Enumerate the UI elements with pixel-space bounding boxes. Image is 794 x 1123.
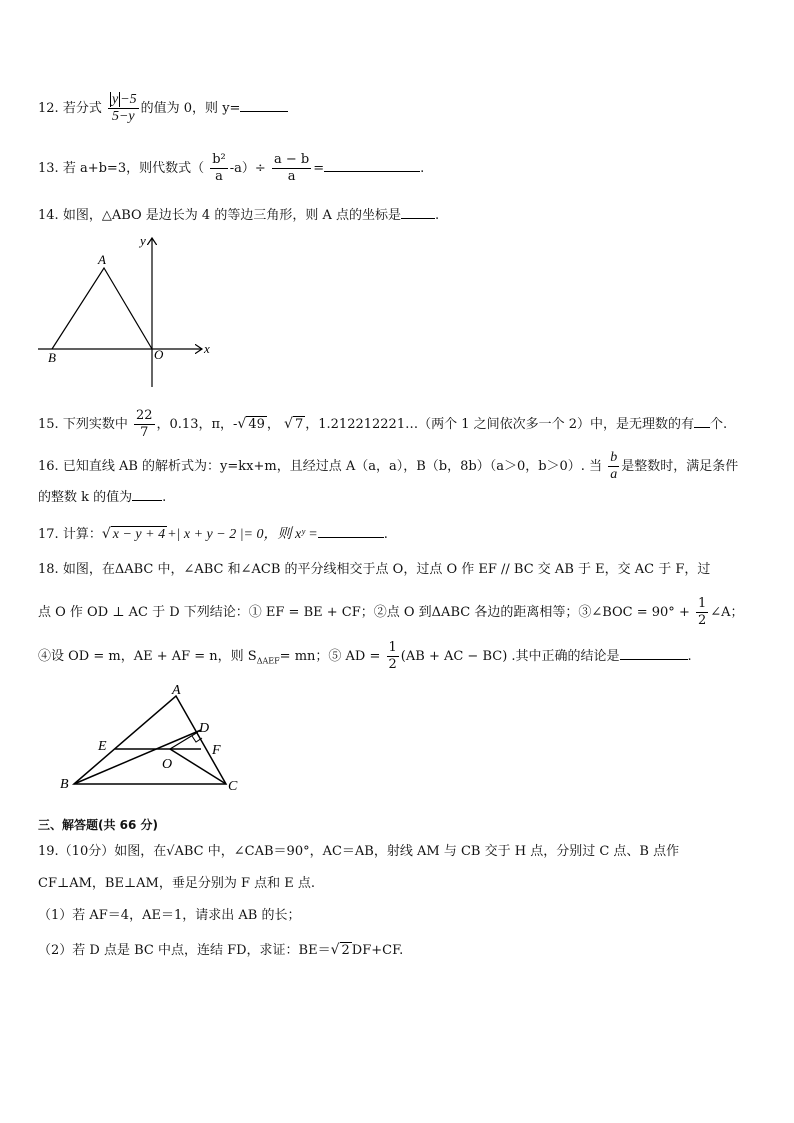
answer-blank [132,488,162,501]
label-b: B [48,350,56,365]
question-19-part1: （1）若 AF＝4，AE＝1，请求出 AB 的长； [38,908,301,923]
question-13: 13. 若 a+b=3，则代数式（ $\frac{\text{b²}}{a}$ -a）÷ $\frac{a - b}{a}$ = . [38,152,425,184]
answer-blank [240,99,288,112]
label-a: A [98,252,106,267]
label-e: E [98,739,107,754]
question-14: 14. 如图，△ABO 是边长为 4 的等边三角形，则 A 点的坐标是 . [38,208,440,223]
question-16: 16. 已知直线 AB 的解析式为：y=kx+m，且经过点 A（a，a），B（b，8b）（a＞0，b＞0）. 当 $\frac{b}{a}$ 是整数时，满足条件 [38,450,739,482]
answer-blank [694,415,710,428]
answer-blank [401,206,435,219]
question-17: 17. 计算：√ x − y + 4 +| x + y − 2 |= 0，则 xʸ = . [38,526,388,542]
label-x: x [204,341,210,356]
answer-blank [324,159,420,172]
fraction: $\frac{y -5}{5-y}$ [108,92,139,125]
question-18-line3: ④设 OD = m，AE + AF = n，则 $S_{\Delta AEF}=$ mn；⑤ AD = $\frac{1}{2}$ (AB + AC − BC) .其中正确的结论是 . [38,640,692,672]
question-19-part2: （2）若 D 点是 BC 中点，连结 FD，求证：BE＝√ 2 DF+CF. [38,942,404,958]
question-18-line2: 点 O 作 OD ⊥ AC 于 D 下列结论：① EF = BE + CF；②点 O 到ΔABC 各边的距离相等；③∠BOC = 90° + $\frac{1}{2}$ ∠A； [38,596,744,628]
label-b: B [60,777,69,792]
right-angle-mark [192,736,202,742]
label-o: O [162,757,173,772]
label-o: O [154,347,164,362]
triangle [74,696,226,784]
figure-triangle-abo [36,232,226,392]
triangle [52,268,152,349]
figure-triangle-abc [58,682,258,798]
answer-blank [318,525,384,538]
answer-blank [620,647,688,660]
question-19: 19.（10分）如图，在√ABC 中，∠CAB＝90°，AC＝AB，射线 AM 与 CB 交于 H 点，分别过 C 点、B 点作 [38,844,680,859]
label-y: y [140,233,146,248]
label-a: A [172,683,181,698]
question-15: 15. 下列实数中 $\frac{22}{7}$ ，0.13，π，-√ 49 ， √ 7 ，1.212212221…（两个 1 之间依次多一个 2）中，是无理数的有 个. [38,408,728,440]
section-heading: 三、解答题(共 66 分) [38,818,159,832]
label-c: C [228,779,238,794]
segment-od [170,732,198,749]
label-d: D [199,721,210,736]
question-16-line2: 的整数 k 的值为 . [38,490,167,505]
question-12: 12. 若分式 $\frac{y -5}{5-y}$ 的值为 0，则 y= [38,92,288,125]
label-f: F [212,743,221,758]
question-18: 18. 如图，在ΔABC 中，∠ABC 和∠ACB 的平分线相交于点 O，过点 O 作 EF // BC 交 AB 于 E，交 AC 于 F，过 [38,562,711,577]
question-19-line2: CF⊥AM，BE⊥AM，垂足分别为 F 点和 E 点. [38,876,316,891]
